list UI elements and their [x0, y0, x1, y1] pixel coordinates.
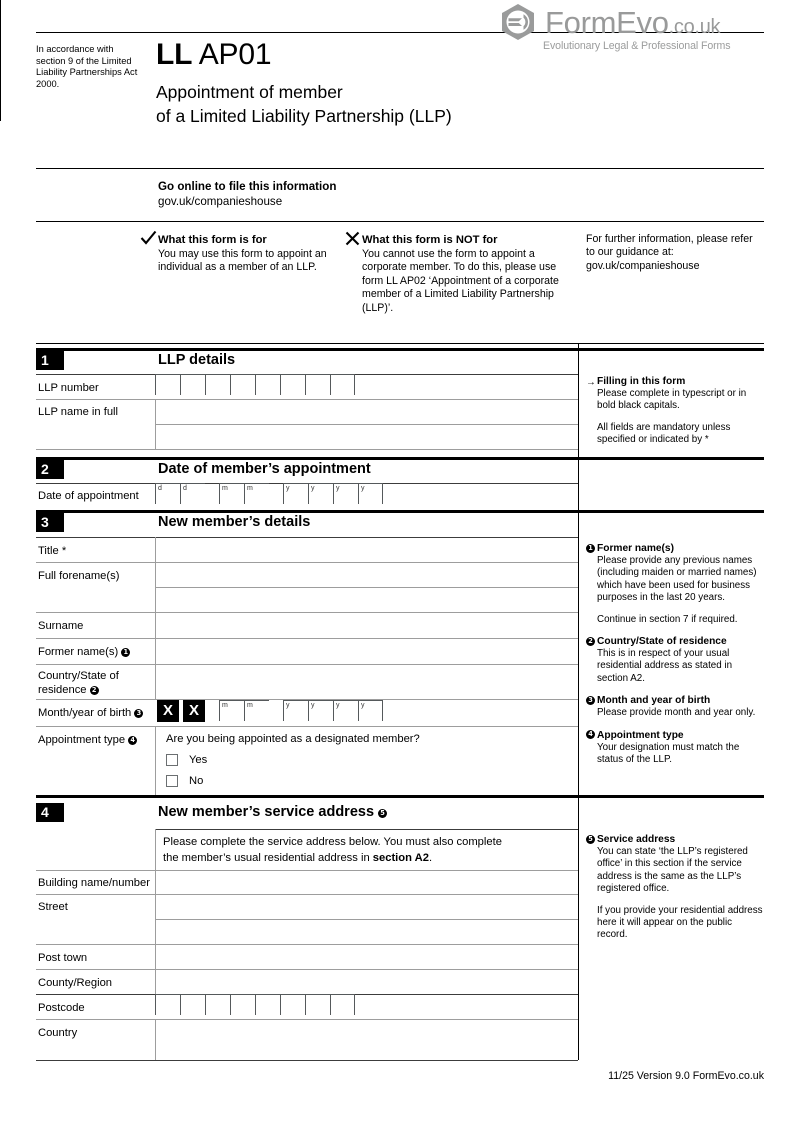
- dob-gap: [205, 700, 219, 721]
- former-names-box-edge[interactable]: [155, 638, 156, 664]
- label-appointment-type: Appointment type 4: [38, 733, 153, 747]
- dob-gap: [269, 700, 283, 721]
- page-title: [156, 80, 576, 128]
- dob-cell-y3[interactable]: y: [333, 700, 358, 721]
- section-1-number: 1: [36, 351, 64, 370]
- guidance-note-2: [586, 635, 764, 685]
- postcode-cell[interactable]: [230, 994, 255, 1015]
- guidance-note-3-p1: Please provide month and year only.: [597, 707, 756, 719]
- dob-day-blocked-1: X: [157, 700, 179, 722]
- label-post-town: Post town: [38, 952, 88, 964]
- section-3-title: New member’s details: [158, 514, 311, 530]
- row-top-appointment-type: [36, 726, 578, 727]
- service-address-intro-line2: the member’s usual residential address in section A2.: [163, 852, 433, 864]
- section-1-title: LLP details: [158, 352, 236, 368]
- info-panel-divider: [0, 0, 1, 121]
- section-4-guide-divider: [578, 796, 579, 1060]
- row-top-title: [36, 537, 578, 538]
- section-4-bar: [36, 795, 764, 798]
- label-county-region: County/Region: [38, 977, 113, 989]
- guidance-note-5-p2: If you provide your residential address here it will appear on the public record.: [597, 904, 763, 941]
- label-country: Country: [38, 1027, 78, 1039]
- arrow-icon: →: [586, 376, 596, 388]
- postcode-cells[interactable]: [155, 994, 355, 1015]
- guidance-filling-p1: Please complete in typescript or in bold black capitals.: [597, 388, 747, 412]
- guidance-notes-section-4: [586, 833, 764, 942]
- llp-name-mid-rule: [155, 424, 578, 425]
- section-3-bar: [36, 510, 764, 513]
- guidance-note-1-heading: Former name(s): [597, 543, 674, 554]
- section-1-bar: [36, 348, 764, 351]
- llp-number-cell[interactable]: [155, 374, 180, 395]
- checkbox-label-yes[interactable]: Yes: [189, 754, 208, 766]
- go-online-block: [158, 179, 336, 209]
- postcode-cell[interactable]: [330, 994, 355, 1015]
- label-full-forenames: Full forename(s): [38, 570, 120, 582]
- checkbox-designated-no[interactable]: [166, 775, 178, 787]
- note-marker-5-icon: 5: [586, 835, 595, 844]
- label-postcode: Postcode: [38, 1002, 85, 1014]
- llp-number-cell[interactable]: [280, 374, 305, 395]
- accordance-note: In accordance with section 9 of the Limited Liability Partnerships Act 2000.: [36, 44, 138, 89]
- date-gap: [269, 483, 283, 504]
- info-panel-for: [158, 233, 333, 275]
- postcode-cell[interactable]: [255, 994, 280, 1015]
- section-4-number: 4: [36, 803, 64, 822]
- date-cell-d1[interactable]: d: [155, 483, 180, 504]
- section-1-guide-divider: [578, 344, 579, 458]
- checkbox-label-no[interactable]: No: [189, 775, 204, 787]
- guidance-note-4-heading: Appointment type: [597, 729, 684, 741]
- footer-version: 11/25 Version 9.0 FormEvo.co.uk: [608, 1070, 764, 1082]
- row-top-county-region: [36, 969, 578, 970]
- label-building-name-number: Building name/number: [38, 877, 150, 889]
- section-2-bar: [36, 457, 764, 460]
- postcode-cell[interactable]: [205, 994, 230, 1015]
- logo-tagline: Evolutionary Legal & Professional Forms: [543, 40, 731, 52]
- dob-cell-y2[interactable]: y: [308, 700, 333, 721]
- row-top-forenames: [36, 562, 578, 563]
- note-marker-3: 3: [134, 709, 143, 718]
- guidance-filling-heading: Filling in this form: [597, 376, 686, 387]
- go-online-divider: [36, 221, 764, 222]
- hexagon-formevo-icon: [498, 2, 538, 47]
- date-of-appointment-cells[interactable]: [155, 483, 383, 504]
- date-cell-d2[interactable]: d: [180, 483, 205, 504]
- date-cell-y3[interactable]: y: [333, 483, 358, 504]
- post-town-box-edge[interactable]: [155, 944, 156, 969]
- llp-number-cell[interactable]: [330, 374, 355, 395]
- guidance-note-1: [586, 542, 764, 626]
- info-panel-further-info: [586, 233, 761, 273]
- title-box-edge[interactable]: [155, 537, 156, 562]
- guidance-note-4-p1: Your designation must match the status of the LLP.: [597, 741, 740, 766]
- county-region-box-edge[interactable]: [155, 969, 156, 994]
- row-top-llp-name: [36, 399, 578, 400]
- label-date-of-appointment: Date of appointment: [38, 490, 139, 502]
- note-marker-3-icon: 3: [586, 696, 595, 705]
- note-marker-4-icon: 4: [586, 730, 595, 739]
- row-top-street: [36, 894, 578, 895]
- country-residence-box-edge[interactable]: [155, 664, 156, 699]
- logo-wordmark: FormEvo.co.uk: [545, 4, 721, 40]
- note-marker-1-icon: 1: [586, 544, 595, 553]
- llp-number-cell[interactable]: [180, 374, 205, 395]
- label-month-year-birth: Month/year of birth 3: [38, 706, 153, 720]
- service-address-intro-edge: [155, 829, 156, 870]
- forenames-mid-rule: [155, 587, 578, 588]
- label-country-state-residence: Country/State of residence 2: [38, 670, 119, 696]
- info-bottom-rule: [36, 343, 764, 344]
- llp-number-cell[interactable]: [305, 374, 330, 395]
- guidance-note-3-heading: Month and year of birth: [597, 695, 711, 707]
- building-box-edge[interactable]: [155, 870, 156, 894]
- tick-icon: [140, 230, 157, 251]
- surname-box-edge[interactable]: [155, 612, 156, 638]
- postcode-cell[interactable]: [305, 994, 330, 1015]
- label-llp-name: LLP name in full: [38, 406, 119, 418]
- note-marker-4: 4: [128, 736, 137, 745]
- guidance-note-2-heading: Country/State of residence: [597, 636, 727, 648]
- info-panel-further-info-body: For further information, please refer to our guidance at: gov.uk/companieshouse: [586, 233, 753, 272]
- llp-name-bottom-rule: [36, 449, 578, 450]
- row-top-country: [36, 1019, 578, 1020]
- label-former-names: Former name(s) 1: [38, 645, 153, 659]
- appointment-type-box-edge: [155, 726, 156, 795]
- section-3-guide-divider: [578, 511, 579, 795]
- llp-number-cells[interactable]: [155, 374, 355, 395]
- checkbox-designated-yes[interactable]: [166, 754, 178, 766]
- postcode-cell[interactable]: [280, 994, 305, 1015]
- note-marker-2-icon: 2: [586, 637, 595, 646]
- info-panel-not-for-heading: What this form is NOT for: [362, 234, 498, 246]
- note-marker-5: 5: [378, 809, 387, 818]
- dob-day-blocked-2: X: [183, 700, 205, 722]
- street-mid-rule: [155, 919, 578, 920]
- section-4-title: New member’s service address 5: [158, 803, 387, 822]
- guidance-note-1-p1: Please provide any previous names (including maiden or married names) which have been used for business purposes in the last 20 years.: [597, 555, 757, 604]
- header-divider: [36, 168, 764, 169]
- form-title-line-1: Appointment of member: [156, 82, 343, 102]
- note-marker-1: 1: [121, 648, 130, 657]
- section-2-number: 2: [36, 460, 64, 479]
- date-cell-m2[interactable]: m: [244, 483, 269, 504]
- info-panel-not-for-body: You cannot use the form to appoint a corporate member. To do this, please use form LL AP02 ‘Appointment of a corporate member of a Limited Liability Partnership (LLP)’.: [362, 248, 559, 314]
- dob-cell-m1[interactable]: m: [219, 700, 244, 721]
- go-online-url: gov.uk/companieshouse: [158, 195, 283, 208]
- note-marker-2: 2: [90, 686, 99, 695]
- date-cell-y4[interactable]: y: [358, 483, 383, 504]
- row-top-country-residence: [36, 664, 578, 665]
- info-panel-not-for: [362, 233, 562, 315]
- info-panel-for-body: You may use this form to appoint an individual as a member of an LLP.: [158, 248, 327, 274]
- postcode-cell[interactable]: [155, 994, 180, 1015]
- label-street: Street: [38, 901, 68, 913]
- llp-number-cell[interactable]: [230, 374, 255, 395]
- date-cell-y2[interactable]: y: [308, 483, 333, 504]
- service-address-intro: [163, 834, 573, 866]
- service-address-intro-line1: Please complete the service address below. You must also complete: [163, 836, 502, 848]
- row-top-building: [36, 870, 578, 871]
- formevo-logo: [498, 2, 764, 64]
- form-code-prefix: LL: [156, 38, 193, 71]
- dob-cell-y4[interactable]: y: [358, 700, 383, 721]
- form-code-suffix: AP01: [192, 38, 272, 71]
- service-address-intro-top: [155, 829, 578, 830]
- section-3-number: 3: [36, 513, 64, 532]
- date-cell-y1[interactable]: y: [283, 483, 308, 504]
- row-top-post-town: [36, 944, 578, 945]
- llp-number-cell[interactable]: [205, 374, 230, 395]
- label-surname: Surname: [38, 620, 84, 632]
- guidance-note-4: [586, 729, 764, 767]
- section-2-title: Date of member’s appointment: [158, 461, 371, 477]
- guidance-notes-section-3: [586, 542, 764, 766]
- guidance-note-3: [586, 694, 764, 719]
- row-top-former-names: [36, 638, 578, 639]
- label-llp-number: LLP number: [38, 382, 99, 394]
- section-2-guide-divider: [578, 457, 579, 510]
- country-box-edge[interactable]: [155, 1019, 156, 1060]
- llp-number-cell[interactable]: [255, 374, 280, 395]
- postcode-cell[interactable]: [180, 994, 205, 1015]
- cross-icon: [345, 231, 360, 250]
- info-panel-for-heading: What this form is for: [158, 234, 267, 246]
- guidance-filling-in: [586, 375, 764, 447]
- go-online-heading: Go online to file this information: [158, 180, 337, 193]
- date-gap: [205, 483, 219, 504]
- guidance-note-5: [586, 833, 764, 942]
- row-top-surname: [36, 612, 578, 613]
- guidance-note-2-p1: This is in respect of your usual residential address as stated in section A2.: [597, 648, 733, 684]
- guidance-note-5-p1: You can state ‘the LLP’s registered office’ in this section if the service address is the same as the LLP’s registered office.: [597, 846, 748, 895]
- guidance-filling-p2: All fields are mandatory unless specified or indicated by *: [597, 421, 731, 446]
- guidance-note-5-heading: Service address: [597, 834, 676, 845]
- dob-cell-m2[interactable]: m: [244, 700, 269, 721]
- logo-tld: .co.uk: [668, 15, 721, 38]
- date-cell-m1[interactable]: m: [219, 483, 244, 504]
- designated-member-question: Are you being appointed as a designated member?: [166, 733, 420, 745]
- form-code: [156, 38, 271, 72]
- guidance-note-1-p2: Continue in section 7 if required.: [597, 613, 738, 625]
- month-year-birth-cells[interactable]: [157, 700, 383, 722]
- row-bottom-country: [36, 1060, 578, 1061]
- form-title-line-2: of a Limited Liability Partnership (LLP): [156, 106, 452, 126]
- dob-cell-y1[interactable]: y: [283, 700, 308, 721]
- label-title: Title *: [38, 545, 67, 557]
